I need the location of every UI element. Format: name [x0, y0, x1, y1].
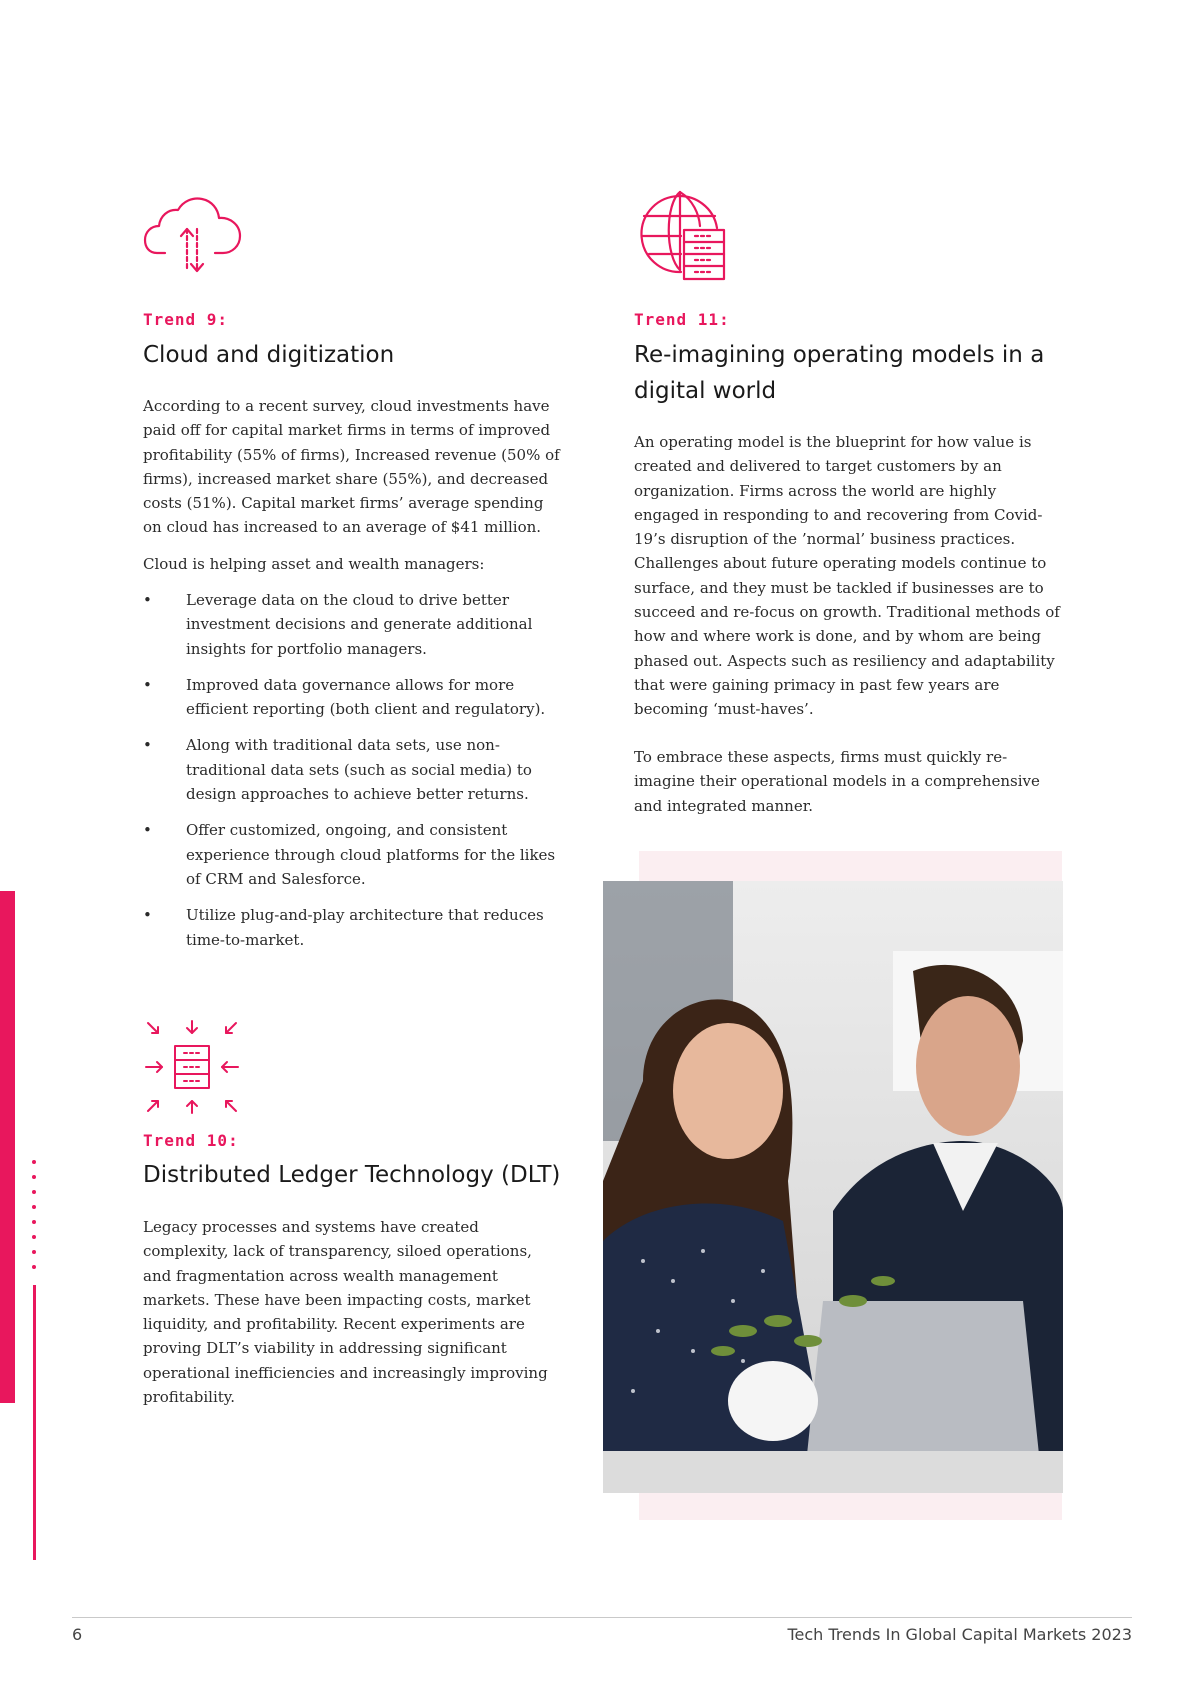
left-accent-line	[33, 1285, 36, 1560]
bullet-icon: •	[143, 591, 152, 609]
bullet-icon: •	[143, 675, 152, 694]
bullet-text: Along with traditional data sets, use non-traditional data sets (such as social media) to design approaches to achieve better returns.	[186, 736, 532, 804]
bullet-text: Leverage data on the cloud to drive better investment decisions and generate additional insights for portfolio managers.	[186, 591, 533, 658]
bullet-icon: •	[143, 736, 152, 755]
bullet-icon: •	[143, 906, 152, 925]
bullet-text: Utilize plug-and-play architecture that reduces time-to-market.	[186, 906, 544, 949]
dotted-accent	[32, 1160, 36, 1280]
trend-11-paragraph-2: To embrace these aspects, firms must quickly re-imagine their operational models in a comprehensive and integrated manner.	[634, 748, 1040, 815]
list-item	[143, 733, 573, 806]
bullet-text: Offer customized, ongoing, and consistent experience through cloud platforms for the likes of CRM and Salesforce.	[186, 821, 556, 888]
footer-divider	[72, 1617, 1132, 1618]
trend-9-bullet-list	[143, 588, 573, 964]
left-accent-bar	[0, 891, 15, 1403]
list-item	[143, 588, 573, 661]
list-item	[143, 673, 573, 722]
trend-10-label: Trend 10:	[143, 1131, 239, 1150]
list-item	[143, 903, 573, 952]
trend-9-intro: Cloud is helping asset and wealth managers:	[143, 555, 485, 573]
list-item	[143, 818, 573, 891]
business-meeting-photo	[603, 881, 1063, 1493]
trend-10-paragraph: Legacy processes and systems have created complexity, lack of transparency, siloed operations, and fragmentation across wealth management markets. These have been impacting costs, market liquidity, and profitability. Recent experiments are proving DLT’s viability in addressing significant operational inefficiencies and increasingly improving profitability.	[143, 1218, 548, 1407]
bullet-text: Improved data governance allows for more efficient reporting (both client and regulatory).	[186, 675, 546, 719]
trend-10-title: Distributed Ledger Technology (DLT)	[143, 1162, 561, 1188]
trend-9-title: Cloud and digitization	[143, 342, 395, 368]
cloud-transfer-icon	[143, 195, 243, 277]
ledger-server-arrows-icon	[145, 1020, 239, 1114]
globe-server-icon	[637, 190, 733, 282]
bullet-icon: •	[143, 821, 152, 840]
trend-11-label: Trend 11:	[634, 310, 730, 329]
page-number: 6	[72, 1625, 83, 1644]
trend-11-title: Re-imagining operating models in a digital world	[634, 342, 1045, 404]
trend-9-label: Trend 9:	[143, 310, 229, 329]
trend-9-paragraph: According to a recent survey, cloud investments have paid off for capital market firms in terms of improved profitability (55% of firms), Increased revenue (50% of firms), increased market share (55%), and decreased costs (51%). Capital market firms’ average spending on cloud has increased to an average of $41 million.	[143, 397, 560, 537]
footer-title: Tech Trends In Global Capital Markets 2023	[787, 1625, 1132, 1644]
trend-11-paragraph-1: An operating model is the blueprint for how value is created and delivered to target customers by an organization. Firms across the world are highly engaged in responding to and recovering from Covid-19’s disruption of the ’normal’ business practices. Challenges about future operating models continue to surface, and they must be tackled if businesses are to succeed and re-focus on growth. Traditional methods of how and where work is done, and by whom are being phased out. Aspects such as resiliency and adaptability that were gaining primacy in past few years are becoming ‘must-haves’.	[634, 433, 1060, 719]
